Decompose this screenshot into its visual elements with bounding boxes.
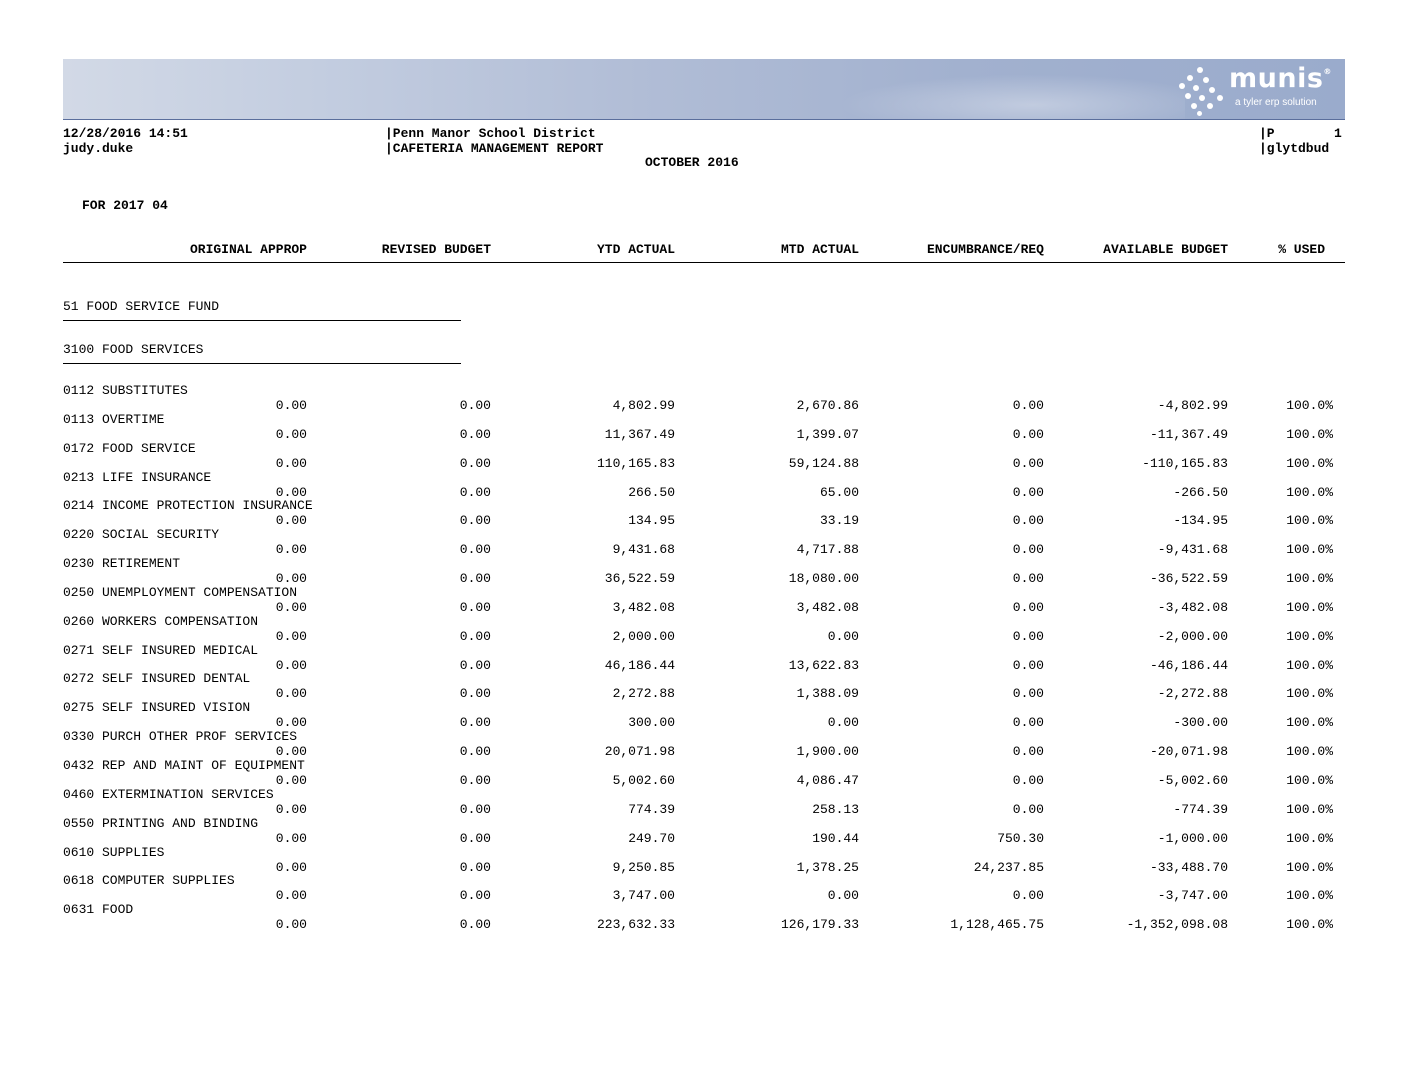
table-row xyxy=(63,528,1345,557)
account-description: 0550 PRINTING AND BINDING xyxy=(63,815,259,831)
mtd-actual-value: 258.13 xyxy=(812,801,859,817)
available-budget-value: -3,482.08 xyxy=(1157,599,1228,615)
encumbrance-req-value: 0.00 xyxy=(1012,715,1044,731)
percent-used-value: 100.0% xyxy=(1286,599,1333,615)
table-row xyxy=(63,557,1345,586)
available-budget-value: -110,165.83 xyxy=(1142,455,1228,471)
logo-wordmark: munis® xyxy=(1229,63,1332,94)
revised-budget-value: 0.00 xyxy=(459,686,491,702)
revised-budget-value: 0.00 xyxy=(459,599,491,615)
revised-budget-value: 0.00 xyxy=(459,917,491,933)
available-budget-value: -2,272.88 xyxy=(1157,686,1228,702)
account-description: 0172 FOOD SERVICE xyxy=(63,440,196,456)
account-description: 0460 EXTERMINATION SERVICES xyxy=(63,786,274,802)
revised-budget-value: 0.00 xyxy=(459,744,491,760)
encumbrance-req-value: 0.00 xyxy=(1012,772,1044,788)
revised-budget-value: 0.00 xyxy=(459,398,491,413)
ytd-actual-value: 223,632.33 xyxy=(596,917,675,933)
available-budget-value: -4,802.99 xyxy=(1157,398,1228,413)
available-budget-value: -3,747.00 xyxy=(1157,888,1228,904)
account-description: 0330 PURCH OTHER PROF SERVICES xyxy=(63,729,298,745)
table-row xyxy=(63,471,1345,500)
encumbrance-req-value: 1,128,465.75 xyxy=(950,917,1044,933)
account-description: 0271 SELF INSURED MEDICAL xyxy=(63,642,259,658)
encumbrance-req-value: 0.00 xyxy=(1012,744,1044,760)
mtd-actual-value: 13,622.83 xyxy=(788,657,859,673)
percent-used-value: 100.0% xyxy=(1286,888,1333,904)
account-description: 0214 INCOME PROTECTION INSURANCE xyxy=(63,498,313,514)
encumbrance-req-value: 0.00 xyxy=(1012,426,1044,442)
ytd-actual-value: 266.50 xyxy=(628,484,675,500)
report-banner xyxy=(63,59,1345,120)
original-approp-value: 0.00 xyxy=(275,542,307,558)
ytd-actual-value: 11,367.49 xyxy=(604,426,675,442)
encumbrance-req-value: 750.30 xyxy=(997,830,1044,846)
available-budget-value: -774.39 xyxy=(1173,801,1228,817)
col-mtd-actual: MTD ACTUAL xyxy=(780,242,859,257)
revised-budget-value: 0.00 xyxy=(459,715,491,731)
munis-logo xyxy=(1177,63,1337,115)
encumbrance-req-value: 0.00 xyxy=(1012,455,1044,471)
percent-used-value: 100.0% xyxy=(1286,917,1333,933)
ytd-actual-value: 774.39 xyxy=(628,801,675,817)
original-approp-value: 0.00 xyxy=(275,398,307,413)
table-row xyxy=(63,903,1345,932)
original-approp-value: 0.00 xyxy=(275,715,307,731)
available-budget-value: -46,186.44 xyxy=(1149,657,1228,673)
page-number: 1 xyxy=(1334,126,1342,141)
ytd-actual-value: 9,250.85 xyxy=(612,859,675,875)
mtd-actual-value: 3,482.08 xyxy=(796,599,859,615)
mtd-actual-value: 1,388.09 xyxy=(796,686,859,702)
col-available-budget: AVAILABLE BUDGET xyxy=(1103,242,1228,257)
account-description: 0220 SOCIAL SECURITY xyxy=(63,527,220,543)
logo-tagline: a tyler erp solution xyxy=(1235,97,1317,108)
original-approp-value: 0.00 xyxy=(275,628,307,644)
mtd-actual-value: 1,399.07 xyxy=(796,426,859,442)
percent-used-value: 100.0% xyxy=(1286,513,1333,529)
ytd-actual-value: 249.70 xyxy=(628,830,675,846)
original-approp-value: 0.00 xyxy=(275,744,307,760)
account-description: 0260 WORKERS COMPENSATION xyxy=(63,613,259,629)
account-description: 0213 LIFE INSURANCE xyxy=(63,469,212,485)
percent-used-value: 100.0% xyxy=(1286,455,1333,471)
ytd-actual-value: 300.00 xyxy=(628,715,675,731)
percent-used-value: 100.0% xyxy=(1286,686,1333,702)
encumbrance-req-value: 0.00 xyxy=(1012,599,1044,615)
original-approp-value: 0.00 xyxy=(275,426,307,442)
available-budget-value: -266.50 xyxy=(1173,484,1228,500)
account-description: 0112 SUBSTITUTES xyxy=(63,383,188,398)
table-row xyxy=(63,644,1345,673)
encumbrance-req-value: 0.00 xyxy=(1012,628,1044,644)
percent-used-value: 100.0% xyxy=(1286,830,1333,846)
column-header-row xyxy=(63,240,1345,263)
account-description: 0250 UNEMPLOYMENT COMPENSATION xyxy=(63,584,298,600)
original-approp-value: 0.00 xyxy=(275,917,307,933)
ytd-actual-value: 3,482.08 xyxy=(612,599,675,615)
account-description: 0618 COMPUTER SUPPLIES xyxy=(63,873,235,889)
available-budget-value: -1,000.00 xyxy=(1157,830,1228,846)
table-row xyxy=(63,615,1345,644)
revised-budget-value: 0.00 xyxy=(459,484,491,500)
original-approp-value: 0.00 xyxy=(275,859,307,875)
encumbrance-req-value: 0.00 xyxy=(1012,801,1044,817)
table-row xyxy=(63,384,1345,413)
available-budget-value: -33,488.70 xyxy=(1149,859,1228,875)
percent-used-value: 100.0% xyxy=(1286,426,1333,442)
available-budget-value: -134.95 xyxy=(1173,513,1228,529)
page-label: |P xyxy=(1259,126,1275,141)
table-row xyxy=(63,672,1345,701)
ytd-actual-value: 3,747.00 xyxy=(612,888,675,904)
district-name: |Penn Manor School District xyxy=(385,126,596,141)
percent-used-value: 100.0% xyxy=(1286,859,1333,875)
program-id: |glytdbud xyxy=(1259,141,1330,156)
mtd-actual-value: 0.00 xyxy=(827,888,859,904)
original-approp-value: 0.00 xyxy=(275,571,307,587)
percent-used-value: 100.0% xyxy=(1286,657,1333,673)
percent-used-value: 100.0% xyxy=(1286,398,1333,413)
ytd-actual-value: 110,165.83 xyxy=(596,455,675,471)
ytd-actual-value: 36,522.59 xyxy=(604,571,675,587)
ytd-actual-value: 2,272.88 xyxy=(612,686,675,702)
table-row xyxy=(63,730,1345,759)
percent-used-value: 100.0% xyxy=(1286,484,1333,500)
mtd-actual-value: 4,717.88 xyxy=(796,542,859,558)
original-approp-value: 0.00 xyxy=(275,686,307,702)
original-approp-value: 0.00 xyxy=(275,513,307,529)
percent-used-value: 100.0% xyxy=(1286,772,1333,788)
available-budget-value: -300.00 xyxy=(1173,715,1228,731)
encumbrance-req-value: 0.00 xyxy=(1012,513,1044,529)
report-user: judy.duke xyxy=(63,141,134,156)
col-encumbrance-req: ENCUMBRANCE/REQ xyxy=(926,242,1044,257)
percent-used-value: 100.0% xyxy=(1286,571,1333,587)
table-row xyxy=(63,586,1345,615)
ytd-actual-value: 134.95 xyxy=(628,513,675,529)
col-revised-budget: REVISED BUDGET xyxy=(381,242,491,257)
percent-used-value: 100.0% xyxy=(1286,542,1333,558)
percent-used-value: 100.0% xyxy=(1286,628,1333,644)
report-period: OCTOBER 2016 xyxy=(645,155,739,170)
mtd-actual-value: 18,080.00 xyxy=(788,571,859,587)
mtd-actual-value: 4,086.47 xyxy=(796,772,859,788)
mtd-actual-value: 1,900.00 xyxy=(796,744,859,760)
encumbrance-req-value: 24,237.85 xyxy=(973,859,1044,875)
revised-budget-value: 0.00 xyxy=(459,455,491,471)
col-ytd-actual: YTD ACTUAL xyxy=(596,242,675,257)
percent-used-value: 100.0% xyxy=(1286,715,1333,731)
fiscal-period: FOR 2017 04 xyxy=(82,198,168,213)
table-row xyxy=(63,817,1345,846)
percent-used-value: 100.0% xyxy=(1286,744,1333,760)
encumbrance-req-value: 0.00 xyxy=(1012,657,1044,673)
encumbrance-req-value: 0.00 xyxy=(1012,398,1044,413)
available-budget-value: -5,002.60 xyxy=(1157,772,1228,788)
mtd-actual-value: 0.00 xyxy=(827,715,859,731)
mtd-actual-value: 190.44 xyxy=(812,830,859,846)
mtd-actual-value: 59,124.88 xyxy=(788,455,859,471)
ytd-actual-value: 2,000.00 xyxy=(612,628,675,644)
account-description: 0631 FOOD xyxy=(63,902,134,918)
available-budget-value: -20,071.98 xyxy=(1149,744,1228,760)
revised-budget-value: 0.00 xyxy=(459,830,491,846)
mtd-actual-value: 0.00 xyxy=(827,628,859,644)
original-approp-value: 0.00 xyxy=(275,888,307,904)
col-original-approp: ORIGINAL APPROP xyxy=(189,242,307,257)
ytd-actual-value: 4,802.99 xyxy=(612,398,675,413)
original-approp-value: 0.00 xyxy=(275,599,307,615)
mtd-actual-value: 65.00 xyxy=(819,484,859,500)
mtd-actual-value: 126,179.33 xyxy=(780,917,859,933)
report-datetime: 12/28/2016 14:51 xyxy=(63,126,188,141)
revised-budget-value: 0.00 xyxy=(459,772,491,788)
original-approp-value: 0.00 xyxy=(275,801,307,817)
mtd-actual-value: 2,670.86 xyxy=(796,398,859,413)
department-heading: 3100 FOOD SERVICES xyxy=(63,342,461,364)
original-approp-value: 0.00 xyxy=(275,657,307,673)
revised-budget-value: 0.00 xyxy=(459,426,491,442)
ytd-actual-value: 20,071.98 xyxy=(604,744,675,760)
original-approp-value: 0.00 xyxy=(275,772,307,788)
revised-budget-value: 0.00 xyxy=(459,801,491,817)
ytd-actual-value: 46,186.44 xyxy=(604,657,675,673)
encumbrance-req-value: 0.00 xyxy=(1012,484,1044,500)
account-description: 0113 OVERTIME xyxy=(63,411,165,427)
table-row xyxy=(63,701,1345,730)
account-description: 0230 RETIREMENT xyxy=(63,556,181,572)
account-description: 0432 REP AND MAINT OF EQUIPMENT xyxy=(63,757,305,773)
encumbrance-req-value: 0.00 xyxy=(1012,571,1044,587)
mtd-actual-value: 33.19 xyxy=(819,513,859,529)
revised-budget-value: 0.00 xyxy=(459,859,491,875)
revised-budget-value: 0.00 xyxy=(459,571,491,587)
available-budget-value: -11,367.49 xyxy=(1149,426,1228,442)
encumbrance-req-value: 0.00 xyxy=(1012,888,1044,904)
original-approp-value: 0.00 xyxy=(275,455,307,471)
mtd-actual-value: 1,378.25 xyxy=(796,859,859,875)
table-row xyxy=(63,442,1345,471)
available-budget-value: -1,352,098.08 xyxy=(1126,917,1228,933)
revised-budget-value: 0.00 xyxy=(459,657,491,673)
logo-dots-icon xyxy=(1177,65,1225,113)
table-row xyxy=(63,759,1345,788)
account-description: 0275 SELF INSURED VISION xyxy=(63,700,251,716)
encumbrance-req-value: 0.00 xyxy=(1012,686,1044,702)
line-items xyxy=(63,384,1345,932)
account-description: 0272 SELF INSURED DENTAL xyxy=(63,671,251,687)
revised-budget-value: 0.00 xyxy=(459,888,491,904)
revised-budget-value: 0.00 xyxy=(459,542,491,558)
table-row xyxy=(63,846,1345,875)
available-budget-value: -2,000.00 xyxy=(1157,628,1228,644)
encumbrance-req-value: 0.00 xyxy=(1012,542,1044,558)
table-row xyxy=(63,413,1345,442)
ytd-actual-value: 9,431.68 xyxy=(612,542,675,558)
report-title: |CAFETERIA MANAGEMENT REPORT xyxy=(385,141,604,156)
col-percent-used: % USED xyxy=(1278,242,1325,257)
revised-budget-value: 0.00 xyxy=(459,628,491,644)
available-budget-value: -36,522.59 xyxy=(1149,571,1228,587)
table-row xyxy=(63,788,1345,817)
revised-budget-value: 0.00 xyxy=(459,513,491,529)
fund-heading: 51 FOOD SERVICE FUND xyxy=(63,299,461,321)
ytd-actual-value: 5,002.60 xyxy=(612,772,675,788)
original-approp-value: 0.00 xyxy=(275,484,307,500)
banner-decoration xyxy=(805,69,1185,120)
table-row xyxy=(63,874,1345,903)
original-approp-value: 0.00 xyxy=(275,830,307,846)
account-description: 0610 SUPPLIES xyxy=(63,844,165,860)
available-budget-value: -9,431.68 xyxy=(1157,542,1228,558)
percent-used-value: 100.0% xyxy=(1286,801,1333,817)
table-row xyxy=(63,499,1345,528)
